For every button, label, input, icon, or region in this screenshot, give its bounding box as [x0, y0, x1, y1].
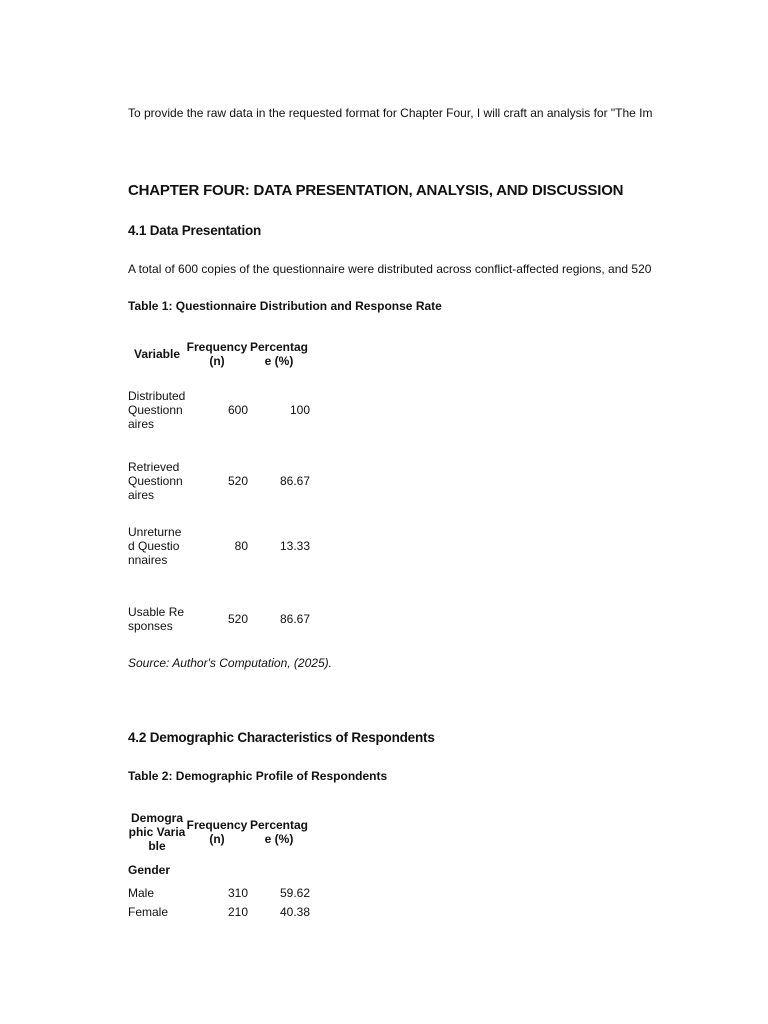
cell-variable: Retrieved Questionnaires — [128, 460, 183, 502]
cell-frequency: 520 — [227, 612, 248, 626]
table-group-row — [128, 863, 310, 877]
table-row — [128, 902, 310, 921]
section-4-1-paragraph: A total of 600 copies of the questionnaire were distributed across conflict-affected regions, and 520 — [128, 262, 652, 276]
cell-percentage: 40.38 — [279, 904, 310, 919]
cell-variable: Unreturned Questionnaires — [128, 525, 182, 567]
table-row — [128, 598, 310, 640]
column-header-frequency: Frequency (n) — [186, 818, 248, 846]
cell-variable: Usable Responses — [128, 605, 185, 633]
table-1 — [128, 340, 310, 640]
table-header-row — [128, 340, 310, 368]
table-header-row — [128, 811, 310, 853]
column-header-percentage: Percentage (%) — [249, 818, 309, 846]
table-1-caption: Table 1: Questionnaire Distribution and Response Rate — [128, 299, 442, 313]
cell-frequency: 520 — [227, 474, 248, 488]
group-label-gender: Gender — [128, 863, 171, 877]
column-header-variable: Variable — [133, 347, 181, 361]
cell-percentage: 13.33 — [279, 539, 310, 553]
table-1-source: Source: Author's Computation, (2025). — [128, 656, 332, 670]
table-2 — [128, 811, 310, 921]
cell-percentage: 86.67 — [279, 612, 310, 626]
intro-text: To provide the raw data in the requested format for Chapter Four, I will craft an analysis for "The Im — [128, 106, 653, 120]
cell-percentage: 59.62 — [279, 885, 310, 900]
section-4-2-heading: 4.2 Demographic Characteristics of Respondents — [128, 730, 435, 745]
table-2-caption: Table 2: Demographic Profile of Respondents — [128, 769, 388, 783]
section-4-1-heading: 4.1 Data Presentation — [128, 223, 262, 238]
column-header-percentage: Percentage (%) — [249, 340, 309, 368]
column-header-frequency: Frequency (n) — [186, 340, 248, 368]
table-row — [128, 460, 310, 502]
column-header-demographic-variable: Demographic Variable — [128, 811, 186, 853]
cell-variable: Female — [128, 904, 169, 919]
cell-percentage: 100 — [289, 403, 310, 417]
cell-frequency: 210 — [227, 904, 248, 919]
table-row — [128, 518, 310, 574]
cell-variable: Distributed Questionnaires — [128, 389, 186, 431]
table-row — [128, 883, 310, 902]
cell-variable: Male — [128, 885, 155, 900]
cell-frequency: 80 — [234, 539, 248, 553]
table-row — [128, 382, 310, 438]
cell-frequency: 310 — [227, 885, 248, 900]
chapter-title: CHAPTER FOUR: DATA PRESENTATION, ANALYSIS, AND DISCUSSION — [128, 182, 624, 199]
cell-percentage: 86.67 — [279, 474, 310, 488]
cell-frequency: 600 — [227, 403, 248, 417]
